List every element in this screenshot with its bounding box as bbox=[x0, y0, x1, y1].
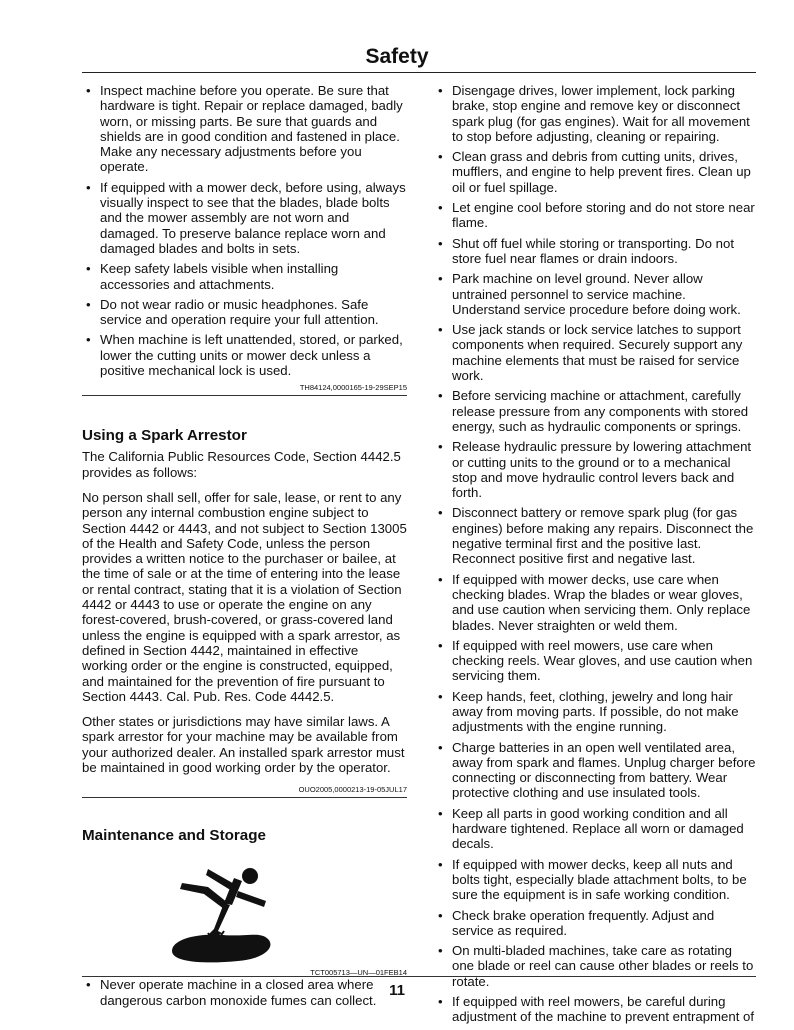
list-item: • Clean grass and debris from cutting units, drives, mufflers, and engine to help prevent fires. Clean up oil or fuel spillage. bbox=[434, 149, 756, 195]
page-title: Safety bbox=[365, 45, 429, 68]
page-number: 11 bbox=[389, 982, 405, 999]
list-item: • Never operate machine in a closed area where dangerous carbon monoxide fumes can collect. bbox=[82, 977, 407, 1008]
spark-paragraph: The California Public Resources Code, Section 4442.5 provides as follows: bbox=[82, 449, 401, 480]
person-falling-in-puddle-icon bbox=[168, 861, 278, 966]
title-divider bbox=[82, 72, 756, 73]
list-item: • Disconnect battery or remove spark plug (for gas engines) before making any repairs. Disconnect the negative terminal first and the positive last. Reconnect positive first and negative last. bbox=[434, 505, 756, 566]
list-item: • Park machine on level ground. Never allow untrained personnel to service machine. Understand service procedure before doing work. bbox=[434, 271, 756, 317]
list-item: • Shut off fuel while storing or transporting. Do not store fuel near flames or drain indoors. bbox=[434, 236, 756, 267]
list-item: • Disengage drives, lower implement, lock parking brake, stop engine and remove key or disconnect spark plug (for gas engines). Wait for all movement to stop before adjusting, cleaning or repairing. bbox=[434, 83, 756, 144]
list-item: • Release hydraulic pressure by lowering attachment or cutting units to the ground or to a mechanical stop and move hydraulic control levers back and forth. bbox=[434, 439, 756, 500]
right-column bbox=[434, 83, 756, 1030]
spark-reference-code: OUO2005,0000213-19-05JUL17 bbox=[298, 785, 407, 795]
list-item: • If equipped with a mower deck, before using, always visually inspect to see that the blades, blade bolts and the mower assembly are not worn and damaged. To preserve balance replace worn and damaged blades and bolts in sets. bbox=[82, 180, 407, 256]
list-item: • If equipped with mower decks, use care when checking blades. Wrap the blades or wear gloves, and use caution when servicing them. Only replace blades. Never straighten or weld them. bbox=[434, 572, 756, 633]
list-item: • Charge batteries in an open well ventilated area, away from spark and flames. Unplug charger before connecting or disconnecting from battery. Wear protective clothing and use insulated tools. bbox=[434, 740, 756, 801]
list-item: • When machine is left unattended, stored, or parked, lower the cutting units or mower deck unless a positive mechanical lock is used. bbox=[82, 332, 407, 378]
spark-paragraph: No person shall sell, offer for sale, lease, or rent to any person any internal combustion engine subject to Section 4442 or 4443, and not subject to Section 13005 of the Health and Safety Code, unless the person provides a written notice to the purchaser or bailee, at the time of sale or at the time of entering into the lease or rental contract, stating that it is a violation of Section 4442 or 4443 to use or operate the engine on any forest-covered, brush-covered, or grass-covered land unless the engine is equipped with a spark arrestor, as defined in Section 4442, maintained in effective working order or the engine is constructed, equipped, and maintained for the prevention of fire pursuant to Section 4443. Cal. Pub. Res. Code 4442.5. bbox=[82, 489, 407, 704]
list-item: • Inspect machine before you operate. Be sure that hardware is tight. Repair or replace damaged, badly worn, or missing parts. Be sure that guards and shields are in good condition and fastened in place. Make any necessary adjustments before you operate. bbox=[82, 83, 407, 175]
list-item: • If equipped with reel mowers, use care when checking reels. Wear gloves, and use caution when servicing them. bbox=[434, 638, 756, 684]
pictograph-reference-code: TCT005713—UN—01FEB14 bbox=[310, 968, 407, 978]
spark-paragraph: Other states or jurisdictions may have similar laws. A spark arrestor for your machine may be available from your authorized dealer. An installed spark arrestor must be maintained in good working order by the operator. bbox=[82, 714, 405, 775]
footer-divider bbox=[82, 976, 756, 977]
intro-reference-code: TH84124,0000165-19-29SEP15 bbox=[299, 383, 407, 393]
list-item: • Keep all parts in good working condition and all hardware tightened. Replace all worn or damaged decals. bbox=[434, 806, 756, 852]
list-item: • Let engine cool before storing and do not store near flame. bbox=[434, 200, 756, 231]
list-item: • On multi-bladed machines, take care as rotating one blade or reel can cause other blades or reels to rotate. bbox=[434, 943, 756, 989]
list-item: • Keep safety labels visible when installing accessories and attachments. bbox=[82, 261, 407, 292]
maintenance-list-right bbox=[434, 83, 756, 1025]
list-item: • Use jack stands or lock service latches to support components when required. Securely support any machine elements that must be raised for service work. bbox=[434, 322, 756, 383]
left-column bbox=[82, 83, 407, 1013]
maintenance-storage-heading: Maintenance and Storage bbox=[82, 827, 266, 845]
list-item: • Keep hands, feet, clothing, jewelry and long hair away from moving parts. If possible, do not make adjustments with the engine running. bbox=[434, 689, 756, 735]
list-item: • Before servicing machine or attachment, carefully release pressure from any components with stored energy, such as hydraulic components or springs. bbox=[434, 388, 756, 434]
spark-arrestor-heading: Using a Spark Arrestor bbox=[82, 427, 247, 445]
list-item: • If equipped with reel mowers, be careful during adjustment of the machine to prevent entrapment of bbox=[434, 994, 756, 1025]
intro-safety-list bbox=[82, 83, 407, 378]
list-item: • Check brake operation frequently. Adjust and service as required. bbox=[434, 908, 756, 939]
list-item: • Do not wear radio or music headphones. Safe service and operation require your full attention. bbox=[82, 297, 407, 328]
list-item: • If equipped with mower decks, keep all nuts and bolts tight, especially blade attachment bolts, to be sure the equipment is in safe working condition. bbox=[434, 857, 756, 903]
